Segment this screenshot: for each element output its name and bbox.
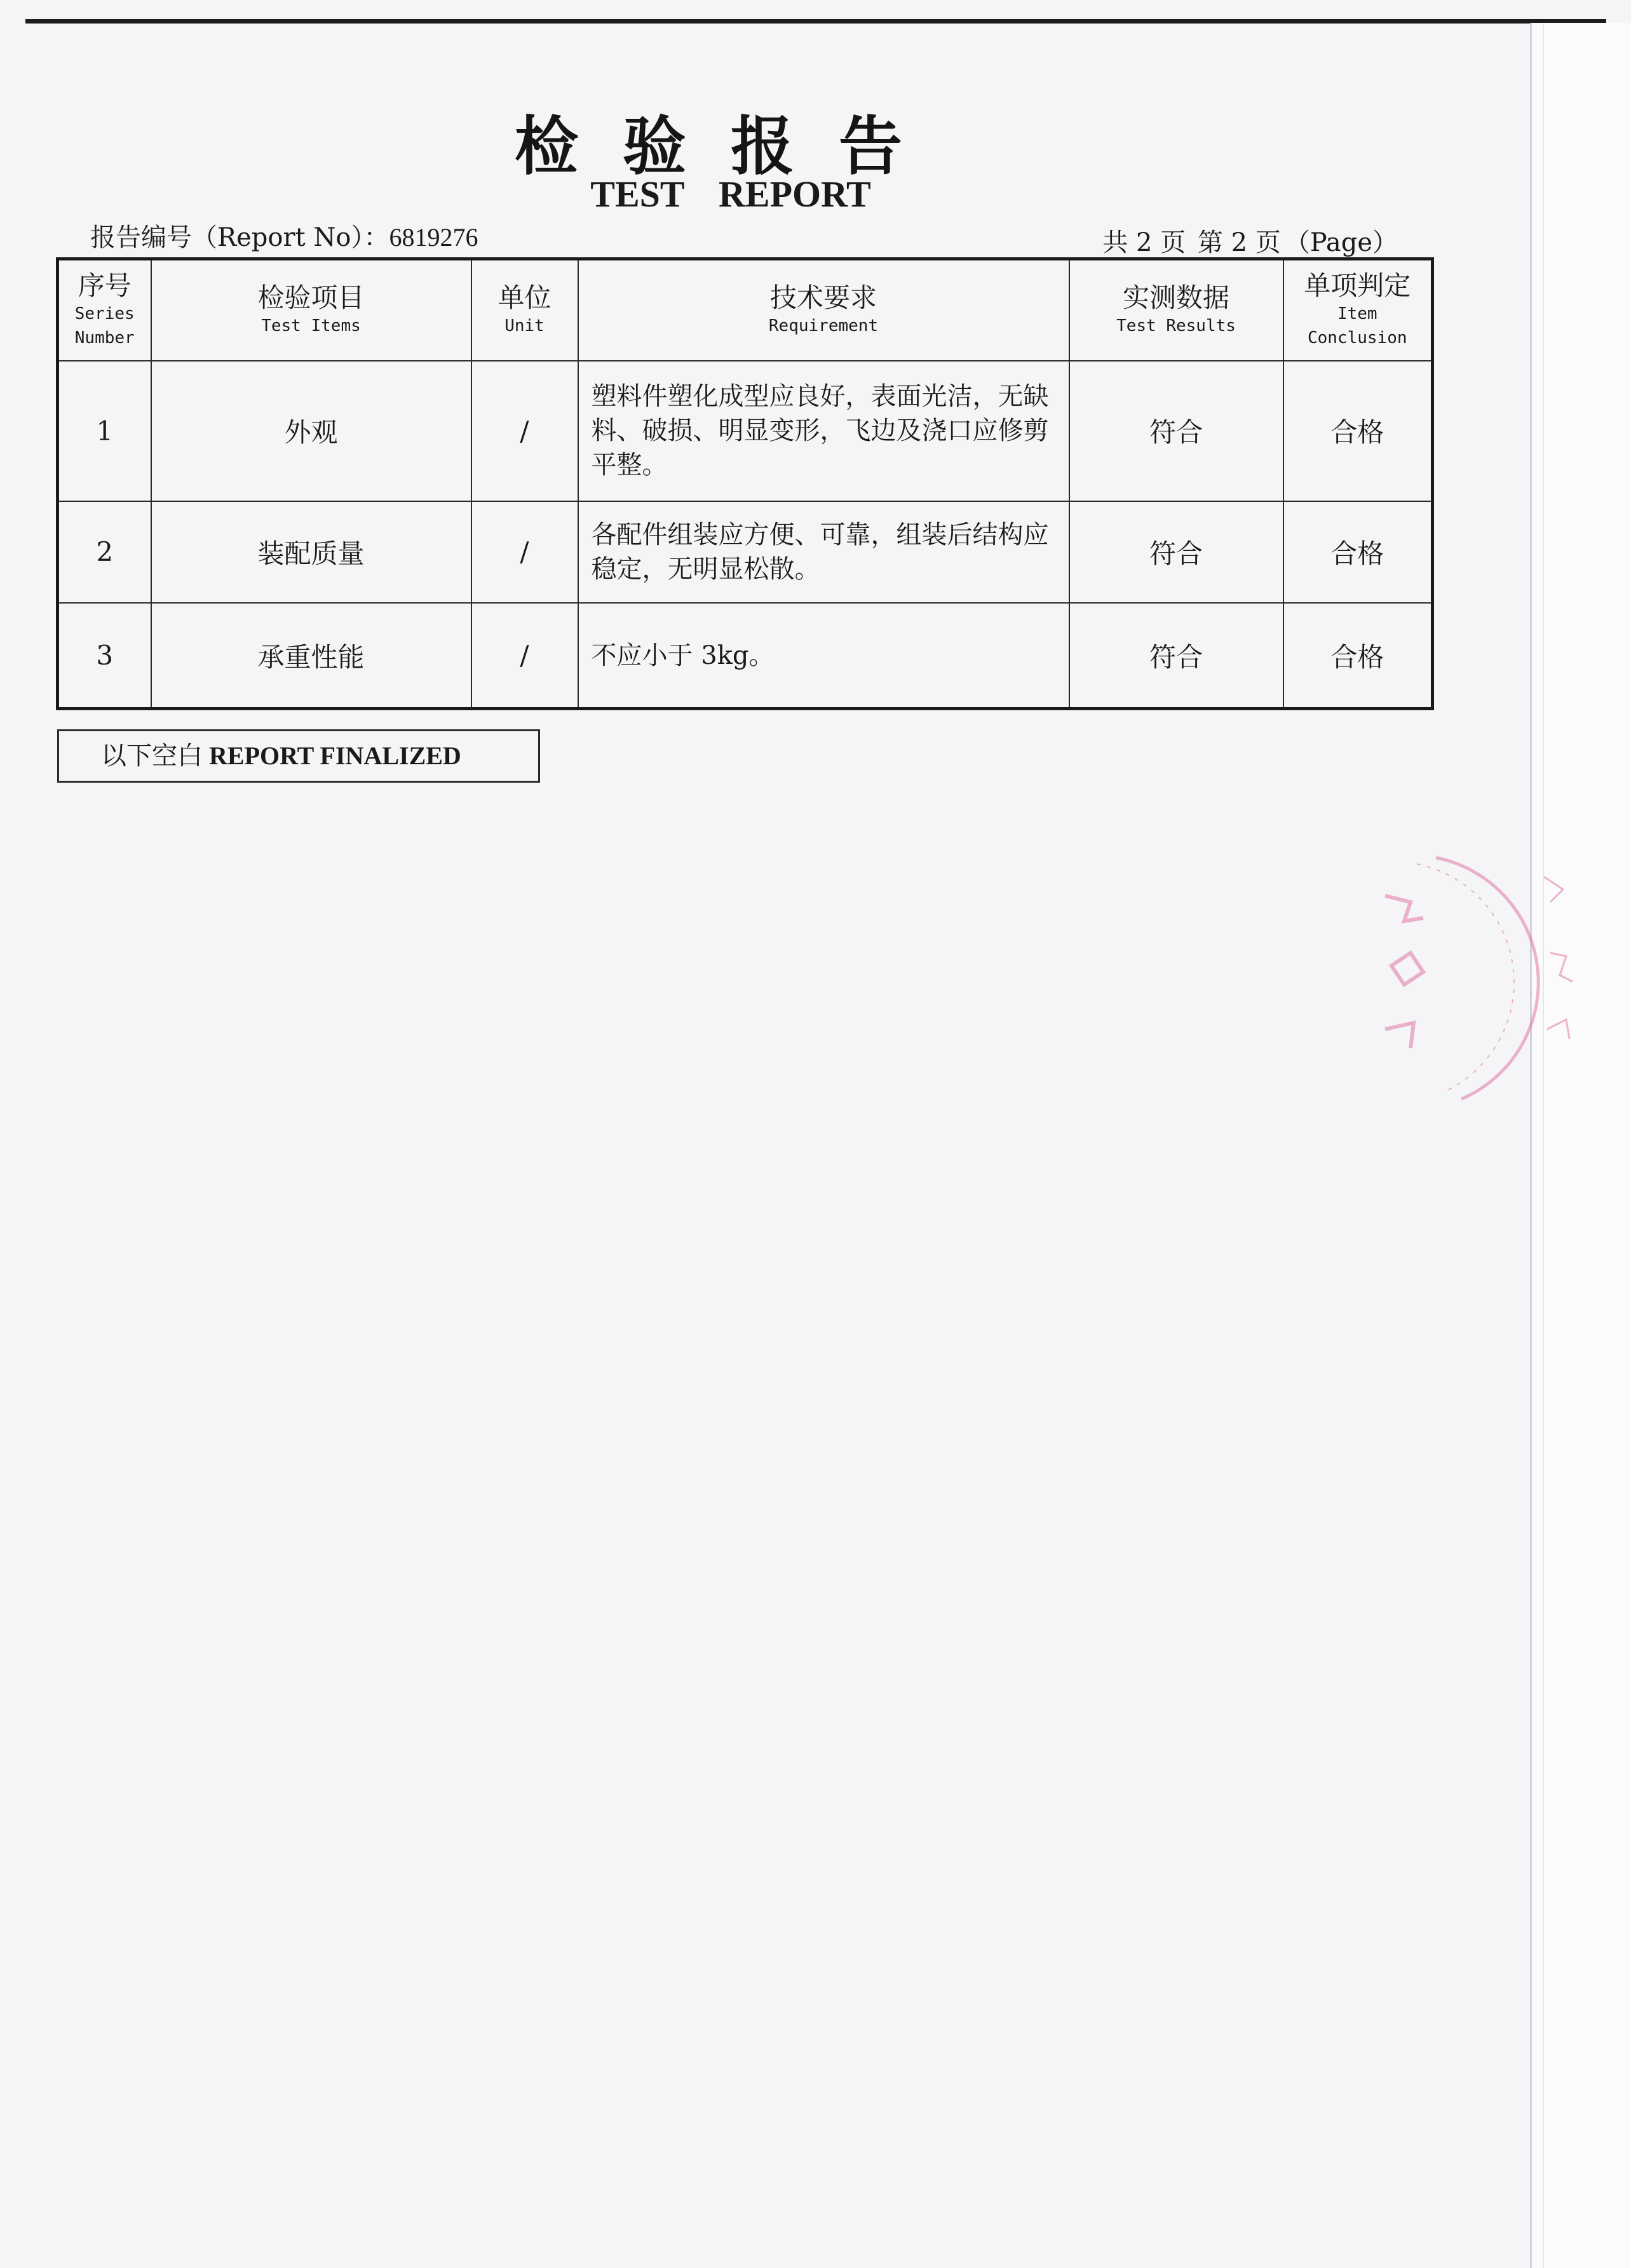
final-label-en: REPORT FINALIZED (209, 741, 461, 770)
test-results-table (56, 257, 1434, 710)
header-requirement: 技术要求 Requirement (578, 259, 1069, 361)
report-number (90, 217, 478, 253)
row-requirement: 各配件组装应方便、可靠，组装后结构应稳定，无明显松散。 (578, 501, 1069, 603)
row-number: 3 (58, 603, 151, 708)
report-title-cn: 检验报告 (515, 109, 947, 184)
scan-right-strip (1530, 23, 1631, 2268)
table-row (58, 603, 1433, 708)
row-item: 外观 (151, 361, 471, 501)
table-row (58, 501, 1433, 603)
header-series-number: 序号 Series Number (58, 259, 151, 361)
row-conclusion: 合格 (1283, 361, 1433, 501)
page-current: 第 2 页 (1197, 228, 1281, 257)
scan-top-edge (25, 19, 1606, 24)
row-result: 符合 (1069, 603, 1283, 708)
row-number: 1 (58, 361, 151, 501)
table-header-row (58, 259, 1433, 361)
header-test-items: 检验项目 Test Items (151, 259, 471, 361)
row-unit: / (471, 501, 578, 603)
report-title-en: TEST REPORT (590, 173, 871, 215)
scan-right-edge-line-secondary (1543, 23, 1544, 2268)
pages-total: 共 2 页 (1102, 228, 1186, 257)
row-requirement: 塑料件塑化成型应良好，表面光洁，无缺料、破损、明显变形，飞边及浇口应修剪平整。 (578, 361, 1069, 501)
page-info (1080, 222, 1398, 259)
header-test-results: 实测数据 Test Results (1069, 259, 1283, 361)
row-item: 承重性能 (151, 603, 471, 708)
row-item: 装配质量 (151, 501, 471, 603)
row-conclusion: 合格 (1283, 603, 1433, 708)
table-row (58, 361, 1433, 501)
page-label: （Page） (1284, 228, 1398, 257)
row-conclusion: 合格 (1283, 501, 1433, 603)
report-number-label: 报告编号（Report No）： (90, 223, 389, 252)
row-number: 2 (58, 501, 151, 603)
row-requirement: 不应小于 3kg。 (578, 603, 1069, 708)
header-item-conclusion: 单项判定 Item Conclusion (1283, 259, 1433, 361)
final-label-cn: 以下空白 (101, 741, 203, 771)
row-result: 符合 (1069, 361, 1283, 501)
report-number-value: 6819276 (389, 223, 478, 252)
scan-right-edge-line (1530, 23, 1532, 2268)
row-unit: / (471, 361, 578, 501)
official-seal-stamp (1341, 839, 1607, 1118)
header-unit: 单位 Unit (471, 259, 578, 361)
seal-stamp-icon (1385, 858, 1573, 1099)
row-result: 符合 (1069, 501, 1283, 603)
row-unit: / (471, 603, 578, 708)
report-finalized-box (57, 729, 540, 783)
